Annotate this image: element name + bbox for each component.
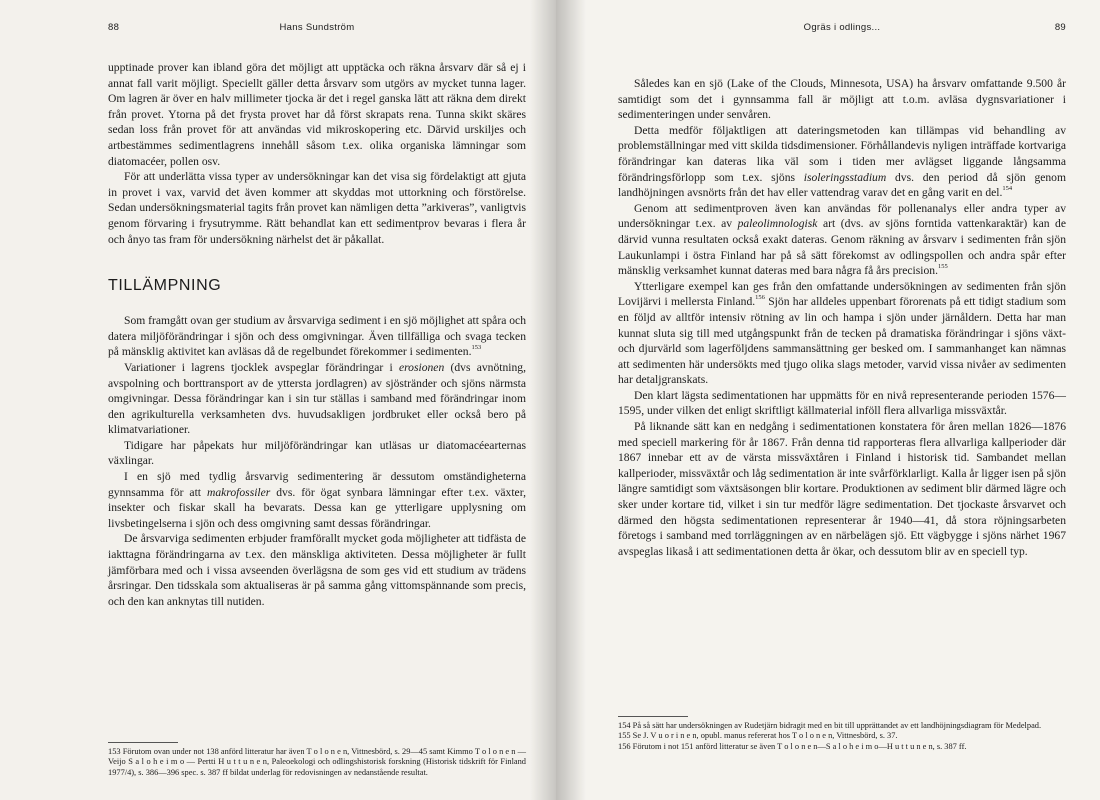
footnote: 154 På så sätt har undersökningen av Rudetjärn bidragit med en bit till upprättandet av ett landhöjningsdiagram för Medelpad. [618, 721, 1042, 730]
paragraph: Som framgått ovan ger studium av årsvarviga sediment i en sjö möjlighet att spåra och datera miljöförändringar i sjön och dess omgivningar. Även tillfälliga och svaga tecken på mänsklig aktivitet kan avläsas då de regelbundet förekommer i sedimenten.$^{153}$ [108, 314, 526, 359]
emphasis: erosionen [398, 360, 445, 374]
running-head-author: Hans Sundström [279, 22, 355, 33]
paragraph: Variationer i lagrens tjocklek avspeglar förändringar i erosionen (dvs avnötning, avspolning och borttransport av de yttersta jordlagren) av sjöstränder och sjöns närmsta omgivningar. Dessa förändringar kan i sin tur ställas i samband med förändringar inom den agrikulturella verksamheten dvs. huvudsakligen jordbruket eller också bero på klimatvariationer. [108, 360, 527, 437]
running-head-right [618, 18, 1066, 40]
paragraph: För att underlätta vissa typer av undersökningar kan det visa sig fördelaktigt att gjuta in provet i vax, varvid det även kommer att skyddas mot uttorkning och förstörelse. Sedan undersökningsmaterial tagits från provet kan nämligen detta ”arkiveras”, vanligtvis genom förvaring i frysutrymme. Rätt behandlat kan ett sedimentprov bevaras i flera år och ånyo tas fram för undersökning närhelst det är påkallat. [108, 170, 526, 246]
footnotes-left [108, 742, 526, 778]
footnote: 153 Förutom ovan under not 138 anförd litteratur har även T o l o n e n, Vittnesbörd, s. 29—45 samt Kimmo T o l o n e n — Veijo S a l o h e i m o — Pertti H u t t u n e n, Paleoekologi och odlingshistorisk forskning (Historisk tidskrift för Finland 1977/4), s. 386—396 spec. s. 387 ff bildat underlag för redovisningen av nedanstående resultat. [108, 747, 526, 777]
left-body [108, 60, 526, 609]
right-body [618, 76, 1066, 559]
section-heading: TILLÄMPNING [108, 277, 222, 295]
footnote-rule [618, 716, 688, 717]
emphasis: makrofossiler [206, 485, 271, 499]
paragraph: Således kan en sjö (Lake of the Clouds, Minnesota, USA) ha årsvarv omfattande 9.500 år samtidigt som det i gynnsamma fall är möjligt att t.o.m. avläsa dygnsvariationer i sedimenteringen under senvåren. [618, 77, 1066, 122]
paragraph: Detta medför följaktligen att dateringsmetoden kan tillämpas vid behandling av problemställningar med vitt skilda tidsdimensioner. Förhållandevis nyligen inträffade kortvariga förändringar kan dateras lika väl som i tiden mer avlägset liggande långsamma förändringsförlopp som t.ex. sjöns isoleringsstadium dvs. den period då sjön genom landhöjningen avsnörts från det hav eller vattendrag varav det en gång varit en del.$^{154}$ [618, 123, 1066, 200]
paragraph: Den klart lägsta sedimentationen har uppmätts för en nivå representerande perioden 1576—1595, under vilken det enligt skriftligt källmaterial inföll flera allvarliga missväxtår. [618, 388, 1066, 418]
footnote-ref: 154 [1002, 185, 1013, 193]
running-head-left [108, 18, 526, 40]
gutter-shadow [556, 0, 586, 800]
footnote-ref: 153 [471, 344, 482, 352]
paragraph: Tidigare har påpekats hur miljöförändringar kan utläsas ur diatomacéearternas växlingar. [108, 438, 526, 468]
running-head-title: Ogräs i odlings... [803, 22, 881, 33]
right-page [556, 0, 1100, 800]
footnotes-right [618, 716, 1066, 752]
footnote: 156 Förutom i not 151 anförd litteratur se även T o l o n e n—S a l o h e i m o—H u t t u n e n, s. 387 ff. [618, 741, 967, 751]
page-number-left: 88 [108, 22, 120, 33]
gutter-shadow [530, 0, 556, 800]
paragraph: På liknande sätt kan en nedgång i sedimentationen konstatera för åren mellan 1826—1876 med speciell markering för år 1867. Från denna tid rapporteras flera allvarliga kallperioder där 1867 innebar ett av de värsta missväxtåren i Finland i historisk tid. Sambandet mellan kallperioder, missväxtår och låg sedimentation är inte svårförklarligt. Kalla år ligger isen på sjön längre samtidigt som växtsäsongen blir kortare. Produktionen av sediment blir därmed lägre och sker under kortare tid, vilket i sin tur medför lägre sedimentation. Det tjockaste årsvarvet och därmed den högsta sedimentationen representerar år 1940—41, då stora röjningsarbeten företogs i samband med torrläggningen av en närbelägen sjö. Ett vägbygge i sjöns närhet 1967 avspeglas likaså i att sedimentationen detta år ökar, och dessutom blir av en speciell typ. [618, 420, 1067, 558]
paragraph: De årsvarviga sedimenten erbjuder framförallt mycket goda möjligheter att tidfästa de iakttagna förändringarna av t.ex. den mänskliga aktiviteten. Dessa möjligheter är fullt jämförbara med och i vissa avseenden överlägsna de som ges vid ett studium av trädens årsringar. Den tidsskala som aktualiseras är på samma gång vittomspännande som precis, och den kan anknytas till nutiden. [108, 532, 526, 608]
emphasis: paleolimnologisk [737, 217, 818, 231]
footnote-ref: 156 [755, 294, 765, 302]
page-number-right: 89 [1054, 22, 1066, 33]
footnote-rule [108, 742, 178, 743]
paragraph: Genom att sedimentproven även kan användas för pollenanalys eller andra typer av undersökningar t.ex. av paleolimnologisk art (dvs. av sjöns forntida vattenkaraktär) kan de därvid vunna resultaten också exakt dateras. Genom räkning av årsvarv i sedimenten från sjön Laukunlampi i östra Finland har på så sätt förekomst av odlingspollen och andra spår efter mänsklig verksamhet kunnat dateras med bara några få års precision.$^{155}$ [618, 201, 1066, 278]
footnote-ref: 155 [938, 263, 948, 271]
paragraph: Ytterligare exempel kan ges från den omfattande undersökningen av sedimenten från sjön Lovijärvi i mellersta Finland.$^{156}$ Sjön har alldeles uppenbart förorenats på ett tidigt stadium som en följd av alltför intensiv rötning av lin och hampa i sjön under järnåldern. Detta har man kunnat sluta sig till med utgångspunkt från de tecken på dramatiska förändringar i sjöns växt- och djurvärld som lagerföljdens sammansättning ger besked om. I sammanhanget kan nämnas att sedimenten här undersökts med tjugo olika slags metoder, varvid vissa nivåer av sedimenten har detaljgranskats. [618, 279, 1066, 387]
paragraph: I en sjö med tydlig årsvarvig sedimentering är dessutom omständigheterna gynnsamma för att makrofossiler dvs. för ögat synbara lämningar efter t.ex. växter, insekter och fiskar skall ha bevarats. Dessa kan ge ytterligare upplysning om livsbetingelserna i sjön och dess omgivning samt dessas förändringar. [108, 470, 526, 530]
emphasis: isoleringsstadium [803, 170, 887, 184]
paragraph: upptinade prover kan ibland göra det möjligt att upptäcka och räkna årsvarv där så ej i annat fall varit möjligt. Speciellt gäller detta årsvarv som utgörs av mycket tunna lager. Om lagren är över en halv millimeter tjocka är det i regel ganska lätt att räkna dem direkt från provet. Ytorna på det frysta provet har då först skrapats rena. Tunna skikt skäres sedan loss från provet för att användas vid mikroskopering etc. Därvid urskiljes och artbestämmes sedimentlagrens innehåll såsom t.ex. olika organiska lämningar som diatomacéer, pollen osv. [108, 61, 526, 168]
footnote: 155 Se J. V u o r i n e n, opubl. manus refererat hos T o l o n e n, Vittnesbörd, s. 37. [618, 731, 898, 741]
